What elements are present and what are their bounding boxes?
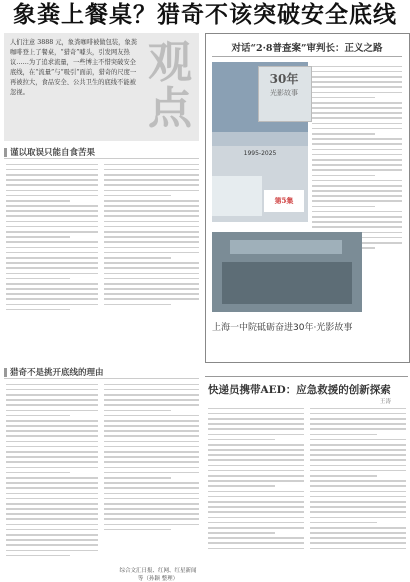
section-heading-3: 快递员携带AED：应急救援的创新探索 — [208, 384, 391, 396]
page-headline: 象粪上餐桌？猎奇不该突破安全底线 — [13, 1, 397, 28]
feature-article-column — [312, 62, 402, 252]
poster-news-photo — [212, 176, 262, 216]
poster-years: 1995-2025 — [243, 150, 277, 157]
courtroom-sign — [230, 240, 342, 254]
commentary-intro: 人们注意 3888 元，象粪咖啡被做包装，象粪咖啡登上了餐桌，“猎奇”噱头，引发网友热议……为了追求流量，一些博主不惜突破安全底线，在“流量”与“吸引”面前，猎奇的尺度一再被拉大，食品安全、公共卫生的底线不能被忽视。 — [10, 39, 138, 96]
commentary-label: 观点 — [148, 37, 192, 134]
section-heading-2 — [4, 366, 199, 379]
footer-note: 综合文汇日报、红网、红星新闻等（孙颖 整理） — [119, 568, 197, 582]
divider — [205, 376, 408, 377]
tv-title: 30年 — [269, 72, 299, 86]
section-heading-1-text: 谨以取误只能自食苦果 — [10, 148, 96, 158]
section-marker — [4, 148, 7, 157]
article-column-5 — [208, 404, 304, 553]
article-column-1 — [6, 160, 98, 314]
article-column-3 — [6, 380, 98, 560]
poster-episode-badge: 第5集 — [264, 190, 304, 212]
poster-stripe — [212, 132, 308, 146]
feature-rule — [212, 56, 402, 57]
section-marker — [4, 368, 7, 377]
byline: 王涛 — [380, 399, 392, 405]
section-heading-1 — [4, 146, 199, 159]
feature-caption: 上海一中院砥砺奋进30年·光影故事 — [212, 323, 353, 333]
article-column-4 — [104, 380, 199, 534]
article-column-2 — [104, 160, 199, 309]
article-column-6 — [310, 404, 406, 553]
section-heading-2-text: 猎奇不是挑开底线的理由 — [10, 368, 104, 378]
feature-title: 对话“2·8普查案”审判长：正义之路 — [231, 43, 383, 54]
courtroom-bench — [222, 262, 352, 304]
tv-subtitle: 光影故事 — [270, 89, 298, 97]
